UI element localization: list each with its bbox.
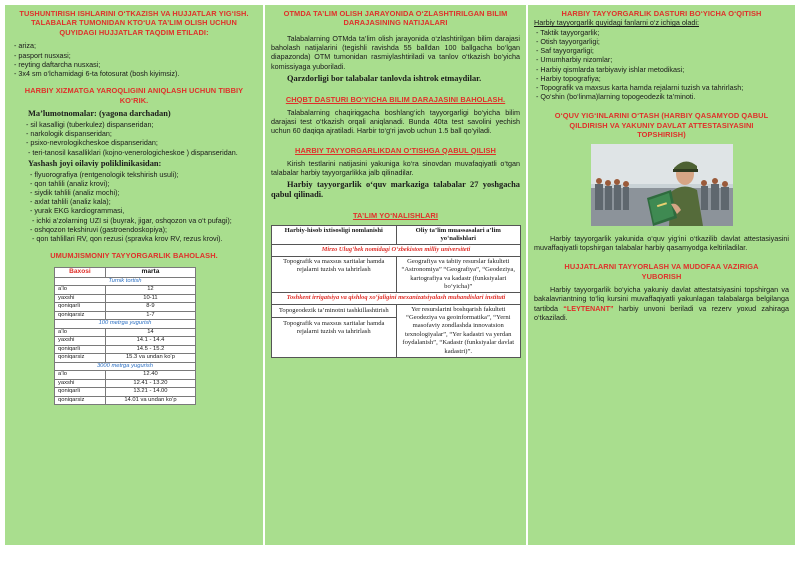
value-cell: 10-11	[105, 294, 195, 303]
value-cell: 12.41 - 13.20	[105, 379, 195, 388]
table-row	[55, 303, 196, 312]
admission-paragraph: Kirish testlarini natijasini yakuniga ko‘ra sinovdan muvafaqiyatli o‘tgan talabalar harbiy tayyorgarlikka jalb qilinadilar.	[271, 159, 520, 178]
table-group-row	[55, 277, 196, 286]
grade-cell: qoniqarsiz	[55, 311, 106, 320]
table-header-cell: marta	[105, 267, 195, 277]
table-row	[55, 328, 196, 337]
table-row	[272, 256, 521, 293]
grade-cell: a’lo	[55, 328, 106, 337]
value-cell: 14	[105, 328, 195, 337]
documents-heading: TUSHUNTIRISH ISHLARINI O‘TKAZISH VA HUJJATLAR YIG‘ISH. TALABALAR TUMONIDAN KTO‘UA TA’LIM OLISH UCHUN QUYIDAGI HUJJATLAR TAQDIM ETILADI:	[19, 9, 249, 37]
list-item: - ariza;	[14, 41, 36, 51]
value-cell: 1-7	[105, 311, 195, 320]
list-item: - siydik tahlili (analiz mochi);	[30, 188, 120, 198]
value-cell: 15.3 va undan ko‘p	[105, 354, 195, 363]
table-row	[55, 294, 196, 303]
polyclinic-list	[12, 170, 256, 244]
list-item: - pasport nusxasi;	[14, 50, 71, 60]
right-panel	[528, 5, 795, 545]
oath-paragraph: Harbiy tayyorgarlik yakunida o‘quv yig‘ini o‘tkazilib davlat attestasiyasini muvaffaqiyatli topshirgan talabalar harbiy qasamyodga keltiriladilar.	[534, 233, 789, 253]
table-header-cell: Oliy ta’lim muassasalari a’lim yo‘nalishlari	[396, 225, 521, 245]
specialty-text: Topogeodezik ta’minotni tashkillashtirish	[272, 305, 396, 318]
list-item: - reyting daftarcha nusxasi;	[14, 59, 101, 69]
rank-paragraph	[534, 285, 789, 322]
value-cell: 13.21 - 14.00	[105, 388, 195, 397]
rank-text-a: Harbiy tayyorgarlik bo‘yicha yakuniy davlat attestatsiyasini topshirgan va bakalavriantning to‘liq kursini muvaffaqiyatli yakunlagan talabalarga belgilanga tartibda	[534, 285, 789, 313]
specialty-cell	[272, 304, 397, 358]
list-item: - yurak EKG kardiogrammasi,	[30, 206, 125, 216]
table-header-row	[272, 225, 521, 245]
middle-panel	[265, 5, 526, 545]
grade-cell: qoniqarli	[55, 388, 106, 397]
directions-heading: TA’LIM YO‘NALISHLARI	[352, 211, 439, 221]
list-item: - teri-tanosil kasalliklari (kojno-venerologicheskoe ) dispanseridan.	[28, 147, 238, 157]
table-row	[55, 371, 196, 380]
value-cell: 12	[105, 286, 195, 295]
rank-text-b: harbiy unvoni beriladi va rezerv yoxud zahiraga o‘tkaziladi.	[534, 303, 789, 322]
list-item: - ichki a’zolarning UZI si (buyrak, jigar, oshqozon va o‘t pufagi);	[32, 215, 232, 225]
list-item: - 3x4 sm o‘lchamidagi 6-ta fotosurat (bosh kiyimsiz).	[14, 69, 180, 79]
list-item: - flyuorografiya (rentgenologik tekshirish usuli);	[30, 169, 179, 179]
list-item: - qon tahlili (analiz krovi);	[30, 178, 110, 188]
table-row	[55, 354, 196, 363]
table-row	[55, 345, 196, 354]
list-item: - Topografik va maxsus karta hamda rejalarni tuzish va tahrirlash;	[536, 83, 744, 92]
left-panel	[5, 5, 263, 545]
documents-to-ministry-heading: HUJJATLARNI TAYYORLASH VA MUDOFAA VAZIRIGA YUBORISH	[564, 262, 759, 281]
group-label: 100 metrga yugurish	[55, 320, 196, 329]
soldier-image	[591, 144, 733, 226]
debt-note: Qarzdorligi bor talabalar tanlovda ishtrok etmaydilar.	[287, 73, 482, 83]
polyclinic-heading: Yashash joyi oilaviy poliklinikasidan:	[28, 158, 162, 168]
directions-table	[271, 225, 521, 359]
table-row	[55, 388, 196, 397]
list-item: - Harbiy topografiya;	[536, 73, 601, 83]
grade-cell: qoniqarsiz	[55, 354, 106, 363]
grade-cell: qoniqarli	[55, 303, 106, 312]
rank-title: “LEYTENANT”	[563, 303, 614, 313]
institution-label: Mirzo Ulug‘bek nomidagi O‘zbekiston milliy universiteti	[272, 245, 521, 256]
table-row	[55, 286, 196, 295]
group-label: Turnik tortish	[55, 277, 196, 286]
table-row	[272, 304, 521, 358]
program-assessment-heading: CHQBT DASTURI BO‘YICHA BILIM DARAJASINI BAHOLASH.	[285, 94, 506, 104]
table-header-row	[55, 267, 196, 277]
knowledge-results-paragraph: Talabalarning OTMda ta’lim olish jarayonida o‘zlashtirilgan bilim darajasi baholash natijalarini (tegishli ravishda 55 balldan 100 ballgacha bo‘lgan diapazonda) OTM tumonidan rasmiylashtiriladi va tanlov o‘tkazish bo‘yicha komissiyaga yuboriladi.	[271, 33, 520, 71]
table-group-row	[272, 245, 521, 256]
medical-exam-heading: HARBIY XIZMATGA YAROQLIGINI ANIQLASH UCHUN TIBBIY KO‘RIK.	[24, 86, 244, 105]
table-group-row	[272, 293, 521, 304]
grade-cell: yaxshi	[55, 379, 106, 388]
program-assessment-paragraph: Talabalarning chaqiriqgacha boshlang‘ich tayyorgarligi bo‘yicha bilim darajasi test o‘tkazish orqali aniqlanadi. Bunda 40ta test savolini yechish uchun 60 daqiqa ajratiladi. Harbir to‘g‘ri javob uchun 1.5 ball qo‘yiladi.	[271, 108, 520, 136]
table-header-cell: Baxosi	[55, 267, 106, 277]
grade-cell: qoniqarsiz	[55, 396, 106, 405]
value-cell: 14.1 - 14.4	[105, 337, 195, 346]
list-item: - qon tahlillari RV, qon rezusi (spravka krov RV, rezus krovi).	[32, 234, 223, 244]
table-row	[55, 379, 196, 388]
fitness-score-table	[54, 267, 196, 406]
value-cell: 8-9	[105, 303, 195, 312]
certificates-list	[12, 120, 256, 157]
training-camp-heading: O‘QUV YIG‘INLARINI O‘TASH (HARBIY QASAMYOD QABUL QILDIRISH VA YAKUNIY DAVLAT ATTESTASIYASINI TOPSHIRISH)	[554, 111, 769, 140]
certificates-heading: Ma’lumotnomalar: (yagona darchadan)	[28, 109, 171, 119]
fitness-heading: UMUMJISMONIY TAYYORGARLIK BAHOLASH.	[50, 251, 218, 261]
list-item: - narkologik dispanseridan;	[26, 129, 112, 139]
list-item: - psixo-nevrologikcheskoe dispanseridan;	[26, 138, 158, 148]
specialty-cell: Topografik va maxsus xaritalar hamda rejalarni tuzish va tahrirlash	[272, 256, 397, 293]
table-row	[55, 337, 196, 346]
admission-heading: HARBIY TAYYORGARLIKDAN O‘TISHGA QABUL QILISH	[295, 145, 496, 155]
table-row	[55, 396, 196, 405]
age-limit-note: Harbiy tayyorgarlik o‘quv markaziga talabalar 27 yoshgacha qabul qilinadi.	[271, 179, 520, 200]
direction-cell: Geografiya va tabiiy resurslar fakulteti “Astronomiya” “Geografiya”, “Geodeziya, kartografiya va kadastr (funksiyalari bo‘yicha)”	[396, 256, 521, 293]
value-cell: 14.5 - 15.2	[105, 345, 195, 354]
table-group-row	[55, 362, 196, 371]
subjects-list	[534, 28, 789, 102]
grade-cell: qoniqarli	[55, 345, 106, 354]
list-item: - Saf tayyorgarligi;	[536, 46, 594, 56]
grade-cell: a’lo	[55, 286, 106, 295]
table-row	[55, 311, 196, 320]
group-label: 3000 metrga yugurish	[55, 362, 196, 371]
table-header-cell: Harbiy-hisob ixtisosligi nomlanishi	[272, 225, 397, 245]
grade-cell: yaxshi	[55, 337, 106, 346]
grade-cell: a’lo	[55, 371, 106, 380]
table-group-row	[55, 320, 196, 329]
list-item: - Taktik tayyorgarlik;	[536, 27, 600, 37]
training-heading: HARBIY TAYYORGARLIK DASTURI BO‘YICHA O‘QITISH	[561, 9, 762, 18]
list-item: - sil kasalligi (tuberkulez) dispanseridan;	[26, 119, 154, 129]
soldier-photo	[591, 144, 733, 226]
institution-label: Toshkent irrigatsiya va qishloq xo‘jaligini mexanizatsiyalash muhandislari instituti	[272, 293, 521, 304]
grade-cell: yaxshi	[55, 294, 106, 303]
documents-list	[12, 41, 256, 78]
list-item: - Otish tayyorgarligi;	[536, 36, 600, 46]
direction-cell: Yer resurslarini boshqarish fakulteti “Geodeziya va geoinformatika”, “Yerni masofaviy zondlashda innovatsion texnologiyalar”, “Yer kadastri va yerdan foydalanish”, “Kadastr (funksiyalar davlat kadastri)”.	[396, 304, 521, 358]
list-item: - Qo‘shin (bo‘linma)larning topogeodezik ta’minoti.	[536, 92, 696, 102]
value-cell: 14.01 va undan ko‘p	[105, 396, 195, 405]
value-cell: 12.40	[105, 371, 195, 380]
list-item: - Harbiy qismlarda tarbiyaviy ishlar metodikasi;	[536, 64, 685, 74]
list-item: - oshqozon tekshiruvi (gastroendoskopiya);	[30, 224, 168, 234]
list-item: - axlat tahlili (analiz kala);	[30, 197, 111, 207]
knowledge-results-heading: OTMDA TA’LIM OLISH JARAYONIDA O‘ZLASHTIRILGAN BILIM DARAJASINING NATIJALARI	[283, 9, 508, 28]
subjects-intro: Harbiy tayyorgarlik quyidagi fanlarni o‘z ichiga oladi:	[534, 18, 699, 28]
specialty-text: Topografik va maxsus xaritalar hamda rejalarni tuzish va tahrirlash	[283, 320, 385, 336]
list-item: - Umumharbiy nizomlar;	[536, 55, 613, 65]
